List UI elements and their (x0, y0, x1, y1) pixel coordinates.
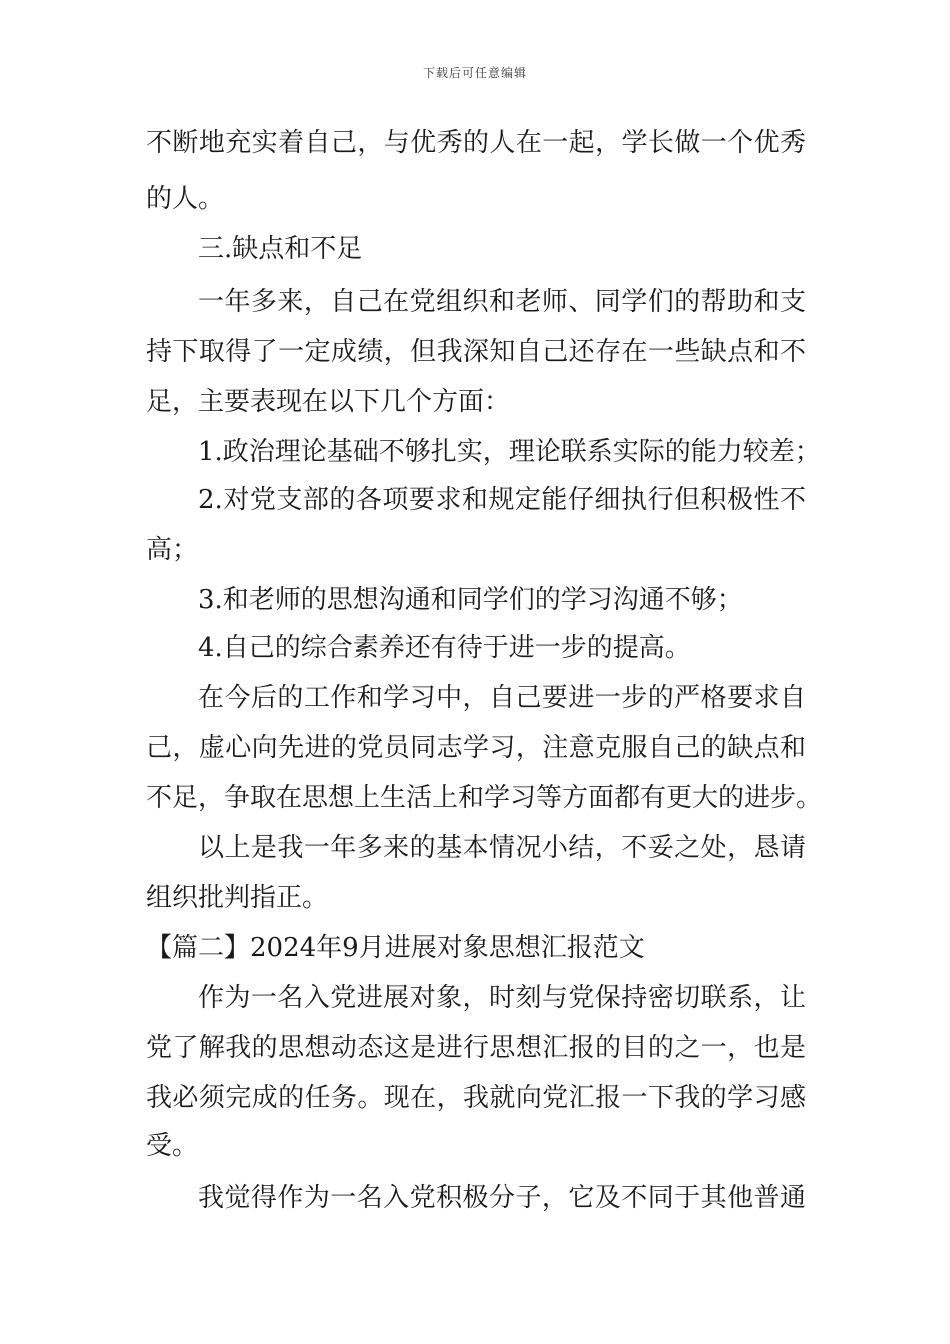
body-line: 在今后的工作和学习中，自己要进一步的严格要求自 (198, 683, 806, 713)
body-line: 不足，争取在思想上生活上和学习等方面都有更大的进步。 (146, 783, 823, 813)
list-item: 4.自己的综合素养还有待于进一步的提高。 (198, 633, 691, 663)
body-line: 以上是我一年多来的基本情况小结，不妥之处，恳请 (198, 833, 806, 863)
body-line: 一年多来，自己在党组织和老师、同学们的帮助和支 (198, 287, 806, 317)
body-line: 作为一名入党进展对象，时刻与党保持密切联系，让 (198, 983, 806, 1013)
body-line: 高； (146, 535, 199, 565)
body-line: 己，虚心向先进的党员同志学习，注意克服自己的缺点和 (146, 733, 806, 763)
body-line: 的人。 (146, 184, 225, 214)
body-line: 受。 (146, 1131, 199, 1161)
list-item: 1.政治理论基础不够扎实，理论联系实际的能力较差； (198, 437, 821, 467)
list-item: 2.对党支部的各项要求和规定能仔细执行但积极性不 (198, 485, 806, 515)
body-line: 持下取得了一定成绩，但我深知自己还存在一些缺点和不 (146, 337, 806, 367)
body-line: 党了解我的思想动态这是进行思想汇报的目的之一，也是 (146, 1033, 806, 1063)
article-heading: 【篇二】2024年9月进展对象思想汇报范文 (146, 933, 645, 963)
body-line: 足，主要表现在以下几个方面： (146, 387, 511, 417)
body-line: 不断地充实着自己，与优秀的人在一起，学长做一个优秀 (146, 128, 806, 158)
body-line: 我觉得作为一名入党积极分子，它及不同于其他普通 (198, 1183, 806, 1213)
section-heading: 三.缺点和不足 (198, 234, 363, 264)
body-line: 我必须完成的任务。现在，我就向党汇报一下我的学习感 (146, 1083, 806, 1113)
header-note: 下载后可任意编辑 (422, 66, 527, 80)
body-line: 组织批判指正。 (146, 883, 329, 913)
list-item: 3.和老师的思想沟通和同学们的学习沟通不够； (198, 585, 743, 615)
